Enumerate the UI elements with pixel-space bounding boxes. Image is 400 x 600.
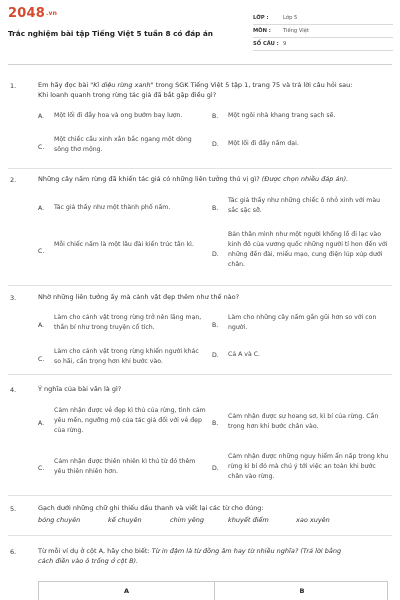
- option-letter[interactable]: C.: [38, 248, 45, 255]
- option-letter[interactable]: B.: [212, 420, 219, 427]
- question-text-part: Những cây nấm rừng đã khiến tác giả có những liên tưởng thú vị gì?: [38, 175, 262, 183]
- option-text[interactable]: Một chiếc cầu xinh xắn bắc ngang một dòng sông thơ mộng.: [54, 136, 192, 153]
- option-text[interactable]: Một lối đi đầy hoa và ong bướm bay lượn.: [54, 112, 183, 119]
- option-letter[interactable]: D.: [212, 251, 219, 258]
- meta-row-subject: [253, 25, 393, 38]
- option-letter[interactable]: A.: [38, 205, 45, 212]
- question-number: 6.: [10, 548, 17, 556]
- question-text-part: trong SGK Tiếng Việt 5 tập 1, trang 75 và trả lời câu hỏi sau:: [153, 81, 353, 89]
- site-logo[interactable]: [8, 6, 57, 21]
- table-header-a: A: [123, 587, 130, 595]
- option-text[interactable]: Một lối đi đầy nấm dại.: [228, 140, 299, 147]
- option-text[interactable]: Mỗi chiếc nấm là một lâu đài kiến trúc tân kì.: [54, 241, 194, 248]
- word-item[interactable]: khuyết điểm: [228, 516, 269, 524]
- meta-row-count: [253, 38, 393, 51]
- option-letter[interactable]: C.: [38, 356, 45, 363]
- question-divider: [8, 374, 392, 375]
- logo-text: 2048: [8, 6, 45, 21]
- option-text[interactable]: Một ngôi nhà khang trang sạch sẽ.: [228, 112, 336, 119]
- option-text[interactable]: Cảm nhận được thiên nhiên kì thú từ đó thêm yêu thiên nhiên hơn.: [54, 458, 196, 475]
- question-text: Nhờ những liên tưởng ấy mà cảnh vật đẹp thêm như thế nào?: [38, 293, 240, 301]
- question-number: 4.: [10, 386, 17, 394]
- question-number: 3.: [10, 294, 17, 302]
- meta-info-box: [253, 12, 393, 51]
- meta-value: Lớp 5: [283, 15, 298, 21]
- question-divider: [8, 535, 392, 536]
- question-text: [38, 546, 388, 566]
- question-divider: [8, 495, 392, 496]
- option-letter[interactable]: D.: [212, 352, 219, 359]
- question-text: [38, 80, 388, 100]
- option-letter[interactable]: C.: [38, 144, 45, 151]
- table-header-b: B: [214, 582, 389, 600]
- meta-label: MÔN :: [253, 28, 271, 34]
- question-text-italic: "Kì diệu rừng xanh": [90, 81, 154, 89]
- question-text: Gạch dưới những chữ ghi thiếu dấu thanh và viết lại các từ cho đúng:: [38, 504, 264, 512]
- option-text[interactable]: Bản thân mình như một người khổng lồ đi lạc vào kinh đô của vương quốc những người tí hon đến với những đền đài, miếu mạo, cung điện lúp xúp dưới chân.: [228, 231, 388, 268]
- option-text[interactable]: Làm cho cảnh vật trong rừng trở nên lãng mạn, thần bí như trong truyện cổ tích.: [54, 314, 202, 331]
- option-letter[interactable]: B.: [212, 322, 219, 329]
- option-text[interactable]: Làm cho cảnh vật trong rừng khiến người khác so hãi, cần trọng hơn khi bước vào.: [54, 348, 199, 365]
- document-header: [0, 0, 400, 62]
- option-letter[interactable]: D.: [212, 141, 219, 148]
- option-letter[interactable]: A.: [38, 420, 45, 427]
- option-text[interactable]: Cảm nhận được những nguy hiểm ẩn nấp trong khu rừng kì bí đó mà chú ý tới việc an toàn khi bước chân vào rừng.: [228, 453, 389, 480]
- question-text-line: Khi loanh quanh trong rừng tác giả đã bắt gặp điều gì?: [38, 91, 217, 99]
- meta-label: SỐ CÂU :: [253, 41, 279, 47]
- question-text-italic: (Được chọn nhiều đáp án).: [261, 175, 349, 183]
- option-letter[interactable]: D.: [212, 465, 219, 472]
- header-divider: [8, 64, 392, 65]
- option-text[interactable]: Làm cho những cây nấm gần gũi hơn so với con người.: [228, 314, 377, 331]
- meta-row-grade: [253, 12, 393, 25]
- question-divider: [8, 285, 392, 286]
- meta-value: 9: [283, 41, 287, 47]
- question-number: 5.: [10, 505, 17, 513]
- logo-suffix: .vn: [45, 10, 58, 17]
- meta-value: Tiếng Việt: [283, 28, 309, 34]
- option-letter[interactable]: C.: [38, 465, 45, 472]
- option-letter[interactable]: B.: [212, 205, 219, 212]
- word-item[interactable]: kế chuyên: [108, 516, 142, 524]
- option-text[interactable]: Cả A và C.: [228, 351, 260, 358]
- question-text-part: Từ mỗi ví dụ ở cột A, hãy cho biết:: [38, 547, 152, 555]
- word-item[interactable]: bóng chuyên: [38, 516, 81, 524]
- answer-table: [38, 581, 388, 600]
- question-number: 1.: [10, 82, 17, 90]
- option-letter[interactable]: B.: [212, 113, 219, 120]
- question-number: 2.: [10, 176, 17, 184]
- option-letter[interactable]: A.: [38, 322, 45, 329]
- question-text-italic: cách điền vào ô trống ở cột B).: [38, 557, 139, 565]
- meta-label: LỚP :: [253, 15, 269, 21]
- option-text[interactable]: Tác giả thấy như những chiếc ô nhỏ xinh với màu sắc sặc sỡ.: [228, 197, 381, 214]
- word-item[interactable]: xao xuyên: [296, 516, 330, 524]
- option-text[interactable]: Cảm nhận được vẻ đẹp kì thú của rừng, tình cảm yêu mến, ngưỡng mộ của tác giả đối với vẻ đẹp của rừng.: [54, 407, 206, 434]
- question-divider: [8, 168, 392, 169]
- question-text-italic: Từ in đậm là từ đồng âm hay từ nhiều nghĩa? (Trả lời bằng: [151, 547, 342, 555]
- question-text: [38, 174, 388, 184]
- page-title: Trắc nghiệm bài tập Tiếng Việt 5 tuần 8 có đáp án: [8, 29, 214, 38]
- question-text-part: Em hãy đọc bài: [38, 81, 91, 89]
- word-item[interactable]: chim yêng: [170, 516, 204, 524]
- question-text: Ý nghĩa của bài văn là gì?: [38, 385, 122, 393]
- option-text[interactable]: Cảm nhận được sự hoang sơ, kì bí của rừng. Cần trọng hơn khi bước chân vào.: [228, 413, 379, 430]
- option-text[interactable]: Tác giả thấy như một thành phố nấm.: [54, 204, 171, 211]
- option-letter[interactable]: A.: [38, 113, 45, 120]
